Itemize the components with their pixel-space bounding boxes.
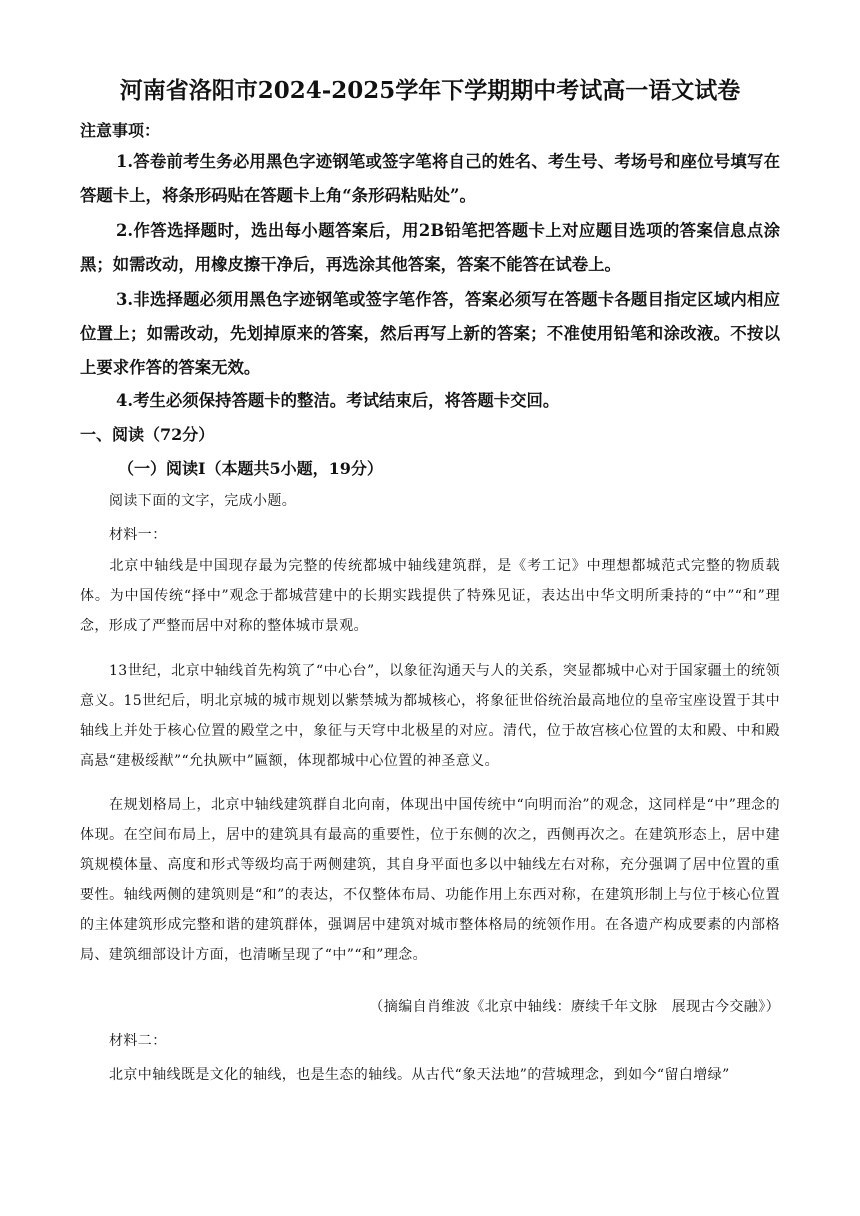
exam-title: 河南省洛阳市2024-2025学年下学期期中考试高一语文试卷 xyxy=(119,77,741,104)
notice-item-text: 1.答卷前考生务必用黑色字迹钢笔或签字笔将自己的姓名、考生号、考场号和座位号填写在答题卡上，将条形码贴在答题卡上角“条形码粘贴处”。 xyxy=(80,152,780,205)
material-label xyxy=(80,520,780,550)
section-subheading: （一）阅读Ⅰ（本题共5小题，19分） xyxy=(118,459,383,478)
notice-item xyxy=(80,283,780,385)
reading-intro xyxy=(80,486,780,516)
notice-item-text: 4.考生必须保持答题卡的整洁。考试结束后，将答题卡交回。 xyxy=(116,391,560,410)
material-label-text: 材料二： xyxy=(109,1033,167,1049)
passage-text: 北京中轴线是中国现存最为完整的传统都城中轴线建筑群，是《考工记》中理想都城范式完整的物质载体。为中国传统“择中”观念于都城营建中的长期实践提供了特殊见证，表达出中华文明所秉持的“中”“和”理念，形成了严整而居中对称的整体城市景观。 xyxy=(80,558,780,634)
passage-text: 北京中轴线既是文化的轴线，也是生态的轴线。从古代“象天法地”的营城理念，到如今“留白增绿” xyxy=(109,1067,730,1083)
notice-item xyxy=(80,145,780,213)
section-heading: 一、阅读（72分） xyxy=(80,425,215,444)
passage-paragraph xyxy=(80,790,780,970)
notice-item xyxy=(80,214,780,282)
passage-paragraph xyxy=(80,1060,780,1090)
notice-heading: 注意事项： xyxy=(80,121,161,140)
passage-paragraph xyxy=(80,551,780,641)
reading-intro-text: 阅读下面的文字，完成小题。 xyxy=(109,493,297,509)
passage-source: （摘编自肖维波《北京中轴线：赓续千年文脉 展现古今交融》） xyxy=(369,999,780,1015)
material-label xyxy=(80,1026,780,1056)
material-label-text: 材料一： xyxy=(109,527,167,543)
notice-item-text: 3.非选择题必须用黑色字迹钢笔或签字笔作答，答案必须写在答题卡各题目指定区域内相应位置上；如需改动，先划掉原来的答案，然后再写上新的答案；不准使用铅笔和涂改液。不按以上要求作答的答案无效。 xyxy=(80,290,780,377)
passage-paragraph xyxy=(80,656,780,776)
notice-item-text: 2.作答选择题时，选出每小题答案后，用2B铅笔把答题卡上对应题目选项的答案信息点涂黑；如需改动，用橡皮擦干净后，再选涂其他答案，答案不能答在试卷上。 xyxy=(80,221,780,274)
passage-text: 13世纪，北京中轴线首先构筑了“中心台”，以象征沟通天与人的关系，突显都城中心对于国家疆土的统领意义。15世纪后，明北京城的城市规划以紫禁城为都城核心，将象征世俗统治最高地位的皇帝宝座设置于其中轴线上并处于核心位置的殿堂之中，象征与天穹中北极星的对应。清代，位于故宫核心位置的太和殿、中和殿高悬“建极绥猷”“允执厥中”匾额，体现都城中心位置的神圣意义。 xyxy=(80,663,780,769)
notice-item xyxy=(80,384,780,418)
passage-text: 在规划格局上，北京中轴线建筑群自北向南，体现出中国传统中“向明而治”的观念，这同样是“中”理念的体现。在空间布局上，居中的建筑具有最高的重要性，位于东侧的次之，西侧再次之。在建筑形态上，居中建筑规模体量、高度和形式等级均高于两侧建筑，其自身平面也多以中轴线左右对称，充分强调了居中位置的重要性。轴线两侧的建筑则是“和”的表达，不仅整体布局、功能作用上东西对称，在建筑形制上与位于核心位置的主体建筑形成完整和谐的建筑群体，强调居中建筑对城市整体格局的统领作用。在各遗产构成要素的内部格局、建筑细部设计方面，也清晰呈现了“中”“和”理念。 xyxy=(80,797,780,963)
